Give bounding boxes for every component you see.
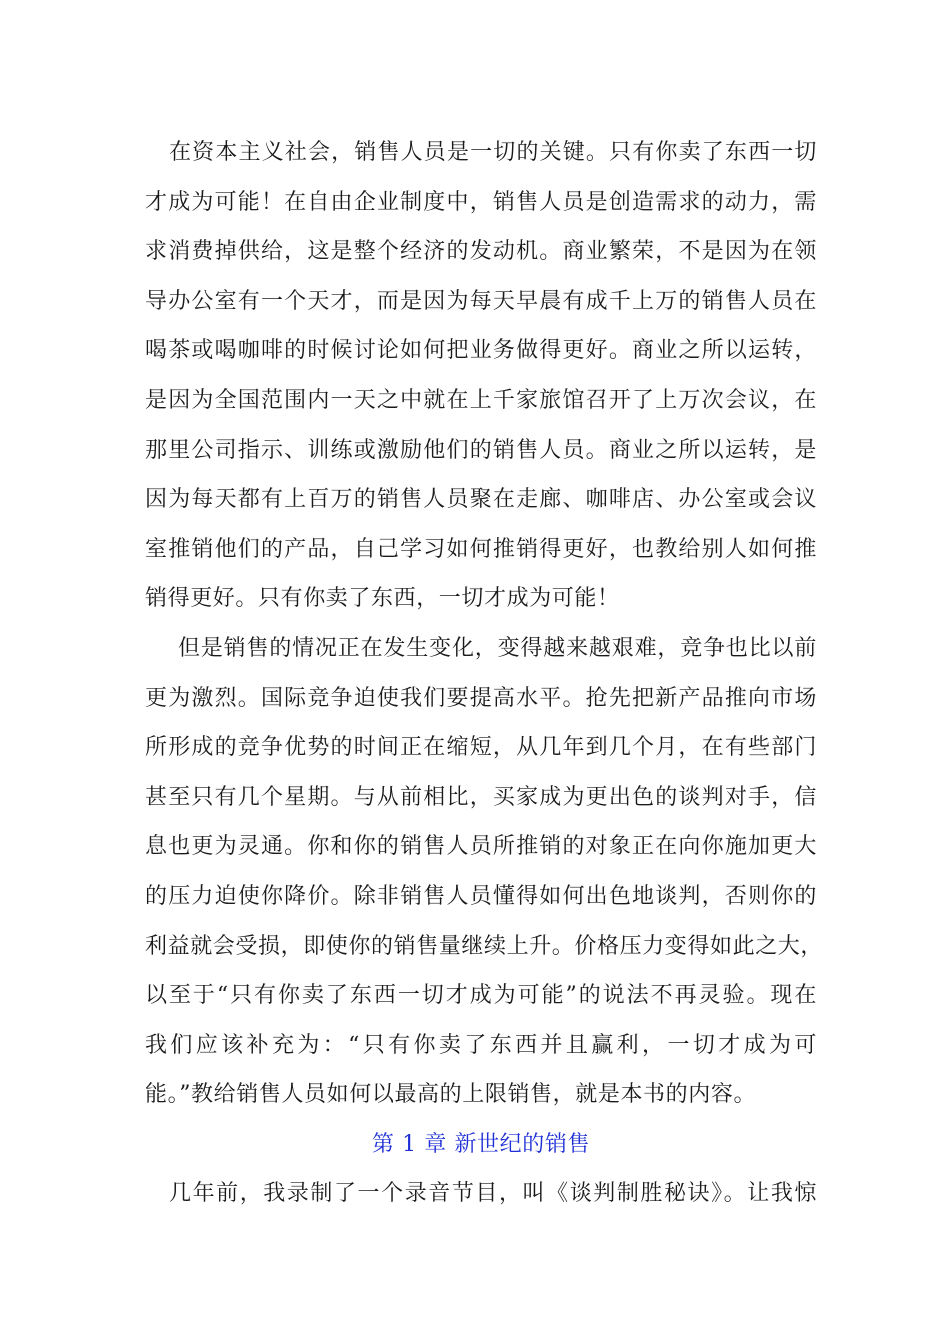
text-line: 室推销他们的产品，自己学习如何推销得更好，也教给别人如何推 xyxy=(145,536,817,562)
paragraph-chapter-opening xyxy=(145,1169,817,1219)
text-line: 但是销售的情况正在发生变化，变得越来越艰难，竞争也比以前 xyxy=(178,635,817,661)
text-line: 因为每天都有上百万的销售人员聚在走廊、咖啡店、办公室或会议 xyxy=(145,487,817,513)
text-line: 以至于“只有你卖了东西一切才成为可能”的说法不再灵验。现在 xyxy=(145,983,817,1009)
text-line: 那里公司指示、训练或激励他们的销售人员。商业之所以运转，是 xyxy=(145,437,817,463)
document-body xyxy=(145,128,824,1219)
text-line: 能。”教给销售人员如何以最高的上限销售，就是本书的内容。 xyxy=(145,1082,757,1108)
paragraph-change xyxy=(145,624,824,1120)
text-line: 销得更好。只有你卖了东西，一切才成为可能！ xyxy=(145,586,620,612)
text-line: 导办公室有一个天才，而是因为每天早晨有成千上万的销售人员在 xyxy=(145,288,817,314)
text-line: 甚至只有几个星期。与从前相比，买家成为更出色的谈判对手，信 xyxy=(145,784,817,810)
text-line: 在资本主义社会，销售人员是一切的关键。只有你卖了东西一切 xyxy=(169,140,817,165)
text-line: 喝茶或喝咖啡的时候讨论如何把业务做得更好。商业之所以运转， xyxy=(145,338,817,364)
text-line: 是因为全国范围内一天之中就在上千家旅馆召开了上万次会议，在 xyxy=(145,387,817,413)
chapter-heading: 第 1 章 新世纪的销售 xyxy=(371,1131,591,1157)
text-line: 利益就会受损，即使你的销售量继续上升。价格压力变得如此之大， xyxy=(145,933,824,959)
text-line: 求消费掉供给，这是整个经济的发动机。商业繁荣，不是因为在领 xyxy=(145,239,817,265)
paragraph-intro xyxy=(145,128,817,624)
text-line: 我们应该补充为：“只有你卖了东西并且赢利，一切才成为可 xyxy=(145,1032,817,1058)
text-line: 几年前，我录制了一个录音节目，叫《谈判制胜秘诀》。让我惊 xyxy=(169,1181,817,1207)
text-line: 息也更为灵通。你和你的销售人员所推销的对象正在向你施加更大 xyxy=(145,834,817,860)
text-line: 才成为可能！在自由企业制度中，销售人员是创造需求的动力，需 xyxy=(145,189,817,215)
text-line: 更为激烈。国际竞争迫使我们要提高水平。抢先把新产品推向市场 xyxy=(145,685,817,711)
text-line: 所形成的竞争优势的时间正在缩短，从几年到几个月，在有些部门 xyxy=(145,735,817,761)
text-line: 的压力迫使你降价。除非销售人员懂得如何出色地谈判，否则你的 xyxy=(145,883,817,909)
